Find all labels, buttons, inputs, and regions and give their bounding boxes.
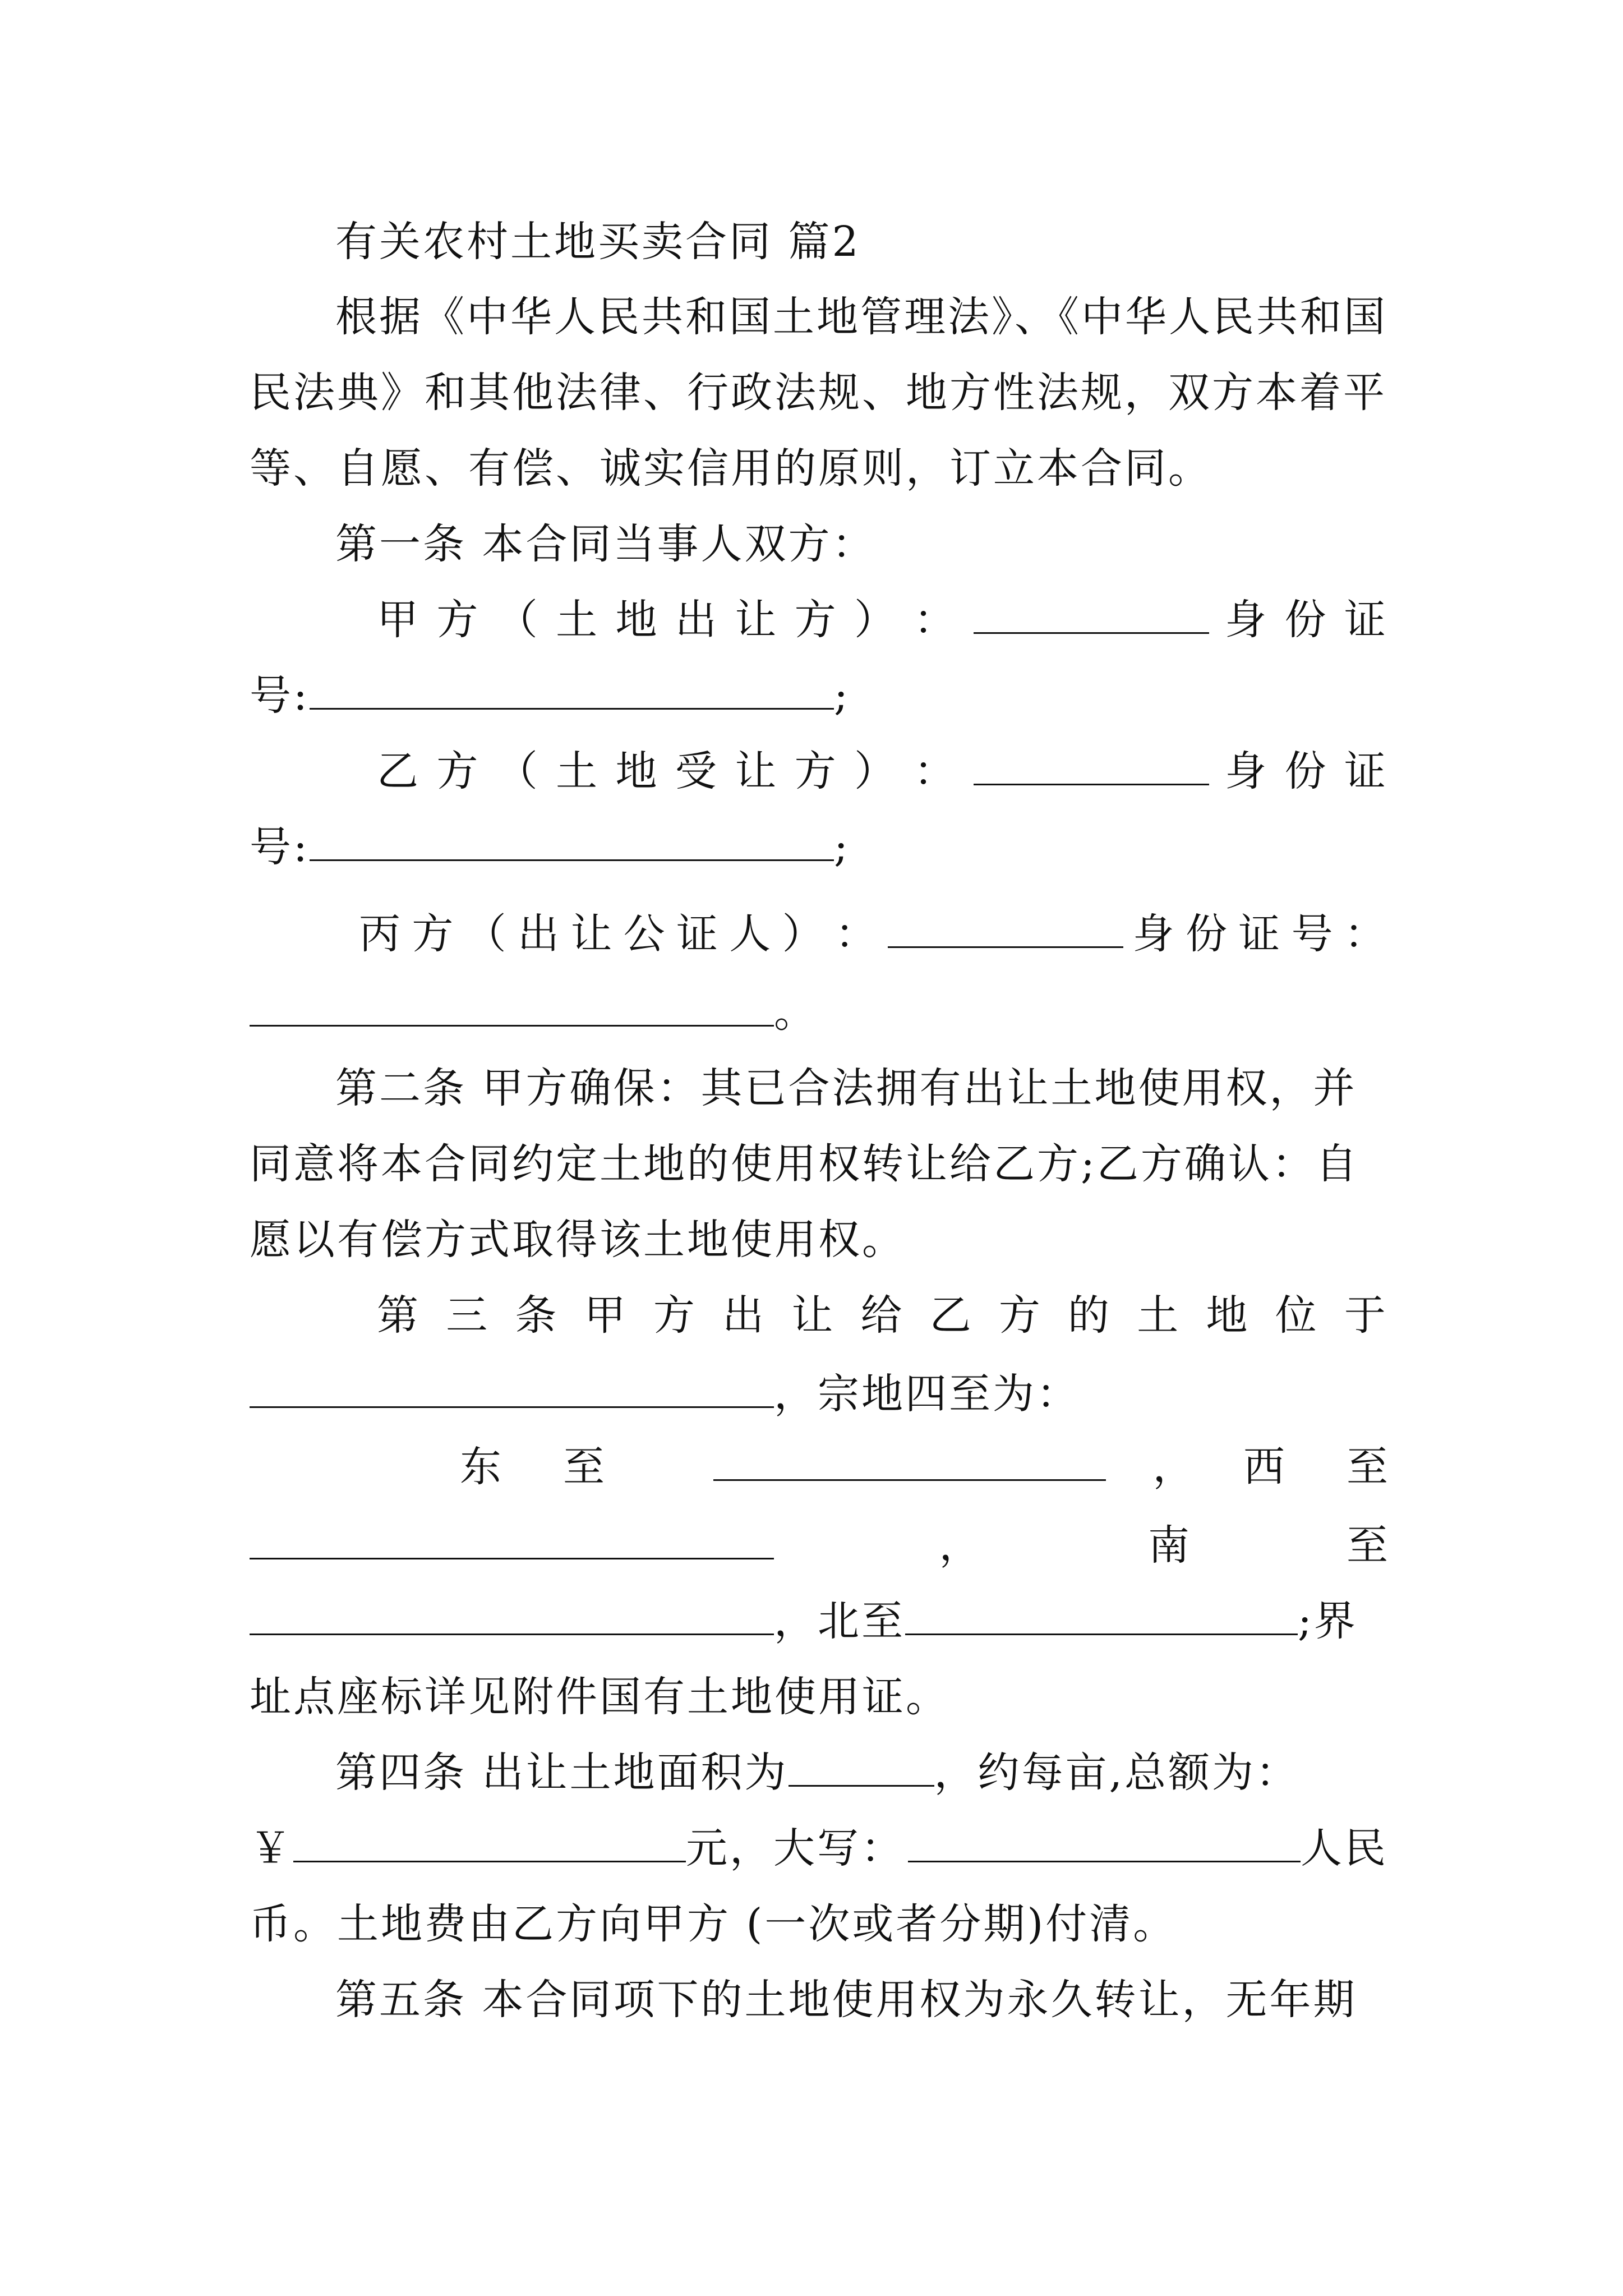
party-b-label-char: 让 [735, 747, 779, 795]
article-3-last-line: 址点座标详见附件国有土地使用证。 [250, 1673, 949, 1721]
article-3-char: 三 [446, 1291, 490, 1340]
party-c-line [359, 900, 1388, 968]
boundary-suffix: ;界 [1298, 1597, 1358, 1645]
party-a-label-char: ： [914, 596, 958, 644]
south-label: 南至 [1148, 1521, 1545, 1570]
party-a-line [377, 586, 1388, 654]
party-c-label-char: ） [782, 910, 826, 958]
party-a-label-char: 方 [436, 596, 481, 644]
boundary-east-west-line [460, 1433, 1450, 1501]
id-label-char: 证 [1344, 747, 1388, 795]
party-c-label-char: 公 [623, 910, 667, 958]
article-3-char: 于 [1344, 1291, 1388, 1340]
comma: ， [1152, 1443, 1197, 1491]
article-3-char: 给 [860, 1291, 905, 1340]
article-4-line-1 [335, 1739, 1388, 1806]
party-b-label-char: 土 [556, 747, 600, 795]
north-label: ，北至 [774, 1597, 905, 1645]
party-b-label-char: 方 [436, 747, 481, 795]
party-a-label-char: 让 [735, 596, 779, 644]
yuan-sign: ￥ [250, 1824, 293, 1872]
id-label-char: 身 [1225, 596, 1269, 644]
south-boundary-blank[interactable] [250, 1599, 774, 1635]
id-label-char: 证 [1344, 596, 1388, 644]
party-a-label-char: 甲 [377, 596, 421, 644]
preamble-line-1: 根据《中华人民共和国土地管理法》、《中华人民共和国 [335, 293, 1387, 341]
party-c-label-char: （ [464, 910, 509, 958]
party-b-id-blank[interactable] [310, 825, 834, 861]
party-c-id-line [250, 979, 1388, 1046]
party-b-label-char: 受 [675, 747, 719, 795]
party-b-label-char: 地 [615, 747, 660, 795]
boundary-intro: ，宗地四至为： [774, 1370, 1080, 1418]
party-b-label-char: 方 [794, 747, 838, 795]
party-c-label-char: 方 [412, 910, 456, 958]
land-location-blank[interactable] [250, 1372, 774, 1408]
amount-number-blank[interactable] [293, 1826, 686, 1862]
amount-words-blank[interactable] [908, 1826, 1301, 1862]
id-label-char: 份 [1284, 596, 1329, 644]
article-3-char: 方 [653, 1291, 697, 1340]
party-a-label-char: 出 [675, 596, 719, 644]
party-a-label-char: （ [496, 596, 540, 644]
party-c-label-char: 出 [517, 910, 561, 958]
id-label-char: 份 [1185, 910, 1229, 958]
party-a-id-blank[interactable] [310, 673, 834, 710]
article-3-char: 条 [515, 1291, 559, 1340]
period: 。 [774, 988, 818, 1037]
party-a-label-char: ） [854, 596, 898, 644]
article-3-char: 的 [1068, 1291, 1112, 1340]
boundary-north-line [250, 1588, 1388, 1655]
id-label-char: 号 [1291, 910, 1335, 958]
id-label-char: 身 [1132, 910, 1177, 958]
west-boundary-blank[interactable] [250, 1523, 774, 1559]
party-a-name-blank[interactable] [974, 597, 1209, 634]
article-3-char: 乙 [929, 1291, 974, 1340]
party-c-name-blank[interactable] [888, 912, 1123, 948]
id-number-label: 号: [250, 671, 310, 720]
amount-group [250, 1815, 905, 1882]
preamble-line-2: 民法典》和其他法律、行政法规、地方性法规，双方本着平 [250, 369, 1387, 417]
article-3-char: 甲 [584, 1291, 628, 1340]
party-b-id-line [250, 813, 1388, 881]
article-4-line-3: 币。土地费由乙方向甲方 (一次或者分期)付清。 [250, 1900, 1177, 1948]
id-label-char: 份 [1284, 747, 1329, 795]
party-c-label-char: 证 [676, 910, 720, 958]
party-c-id-blank[interactable] [250, 990, 774, 1027]
article-3-char: 土 [1137, 1291, 1181, 1340]
party-c-label-char: ： [834, 910, 879, 958]
west-label: 西至 [1243, 1443, 1450, 1491]
article-4-line-2 [250, 1815, 1388, 1882]
currency-label: 人民 [1301, 1824, 1388, 1872]
semicolon: ; [833, 823, 850, 871]
article-3-char: 地 [1206, 1291, 1250, 1340]
article-3-char: 出 [722, 1291, 767, 1340]
total-label: ，约每亩,总额为： [934, 1749, 1300, 1797]
id-label-char: ： [1344, 910, 1388, 958]
east-label: 东至 [460, 1443, 666, 1491]
party-b-label-char: ） [854, 747, 898, 795]
article-3-line-1 [377, 1282, 1388, 1349]
article-2-line-2: 同意将本合同约定土地的使用权转让给乙方;乙方确认：自 [250, 1140, 1359, 1188]
id-number-label: 号: [250, 823, 310, 871]
party-b-label-char: 乙 [377, 747, 421, 795]
area-blank[interactable] [789, 1750, 934, 1787]
area-label: 第四条 出让土地面积为 [335, 1749, 789, 1797]
document-title: 有关农村土地买卖合同 篇2 [335, 218, 861, 266]
party-c-label-char: 丙 [359, 910, 403, 958]
party-a-label-char: 土 [556, 596, 600, 644]
party-b-label-char: （ [496, 747, 540, 795]
article-2-line-1: 第二条 甲方确保：其已合法拥有出让土地使用权，并 [335, 1064, 1357, 1112]
preamble-line-3: 等、自愿、有偿、诚实信用的原则，订立本合同。 [250, 444, 1212, 493]
article-3-char: 让 [791, 1291, 836, 1340]
article-2-line-3: 愿以有偿方式取得该土地使用权。 [250, 1216, 906, 1264]
north-boundary-blank[interactable] [905, 1599, 1298, 1635]
party-b-label-char: ： [914, 747, 958, 795]
party-a-label-char: 方 [794, 596, 838, 644]
party-c-label-char: 人 [729, 910, 773, 958]
party-b-name-blank[interactable] [974, 749, 1209, 785]
party-c-label-char: 让 [570, 910, 615, 958]
article-3-char: 方 [998, 1291, 1043, 1340]
party-a-label-char: 地 [615, 596, 660, 644]
amount-words-label: 元，大写： [686, 1824, 905, 1872]
comma: ， [939, 1521, 983, 1570]
party-a-id-line [250, 662, 1388, 729]
article-5-line-1: 第五条 本合同项下的土地使用权为永久转让，无年期 [335, 1976, 1357, 2024]
amount-words-group [908, 1815, 1388, 1882]
article-1-heading: 第一条 本合同当事人双方： [335, 520, 876, 568]
id-label-char: 身 [1225, 747, 1269, 795]
party-b-line [377, 738, 1388, 805]
id-label-char: 证 [1238, 910, 1283, 958]
semicolon: ; [833, 671, 850, 720]
article-3-char: 第 [377, 1291, 421, 1340]
boundary-south-line [250, 1512, 1545, 1579]
east-boundary-blank[interactable] [713, 1444, 1106, 1481]
article-3-char: 位 [1275, 1291, 1319, 1340]
article-3-line-2 [250, 1360, 1388, 1428]
